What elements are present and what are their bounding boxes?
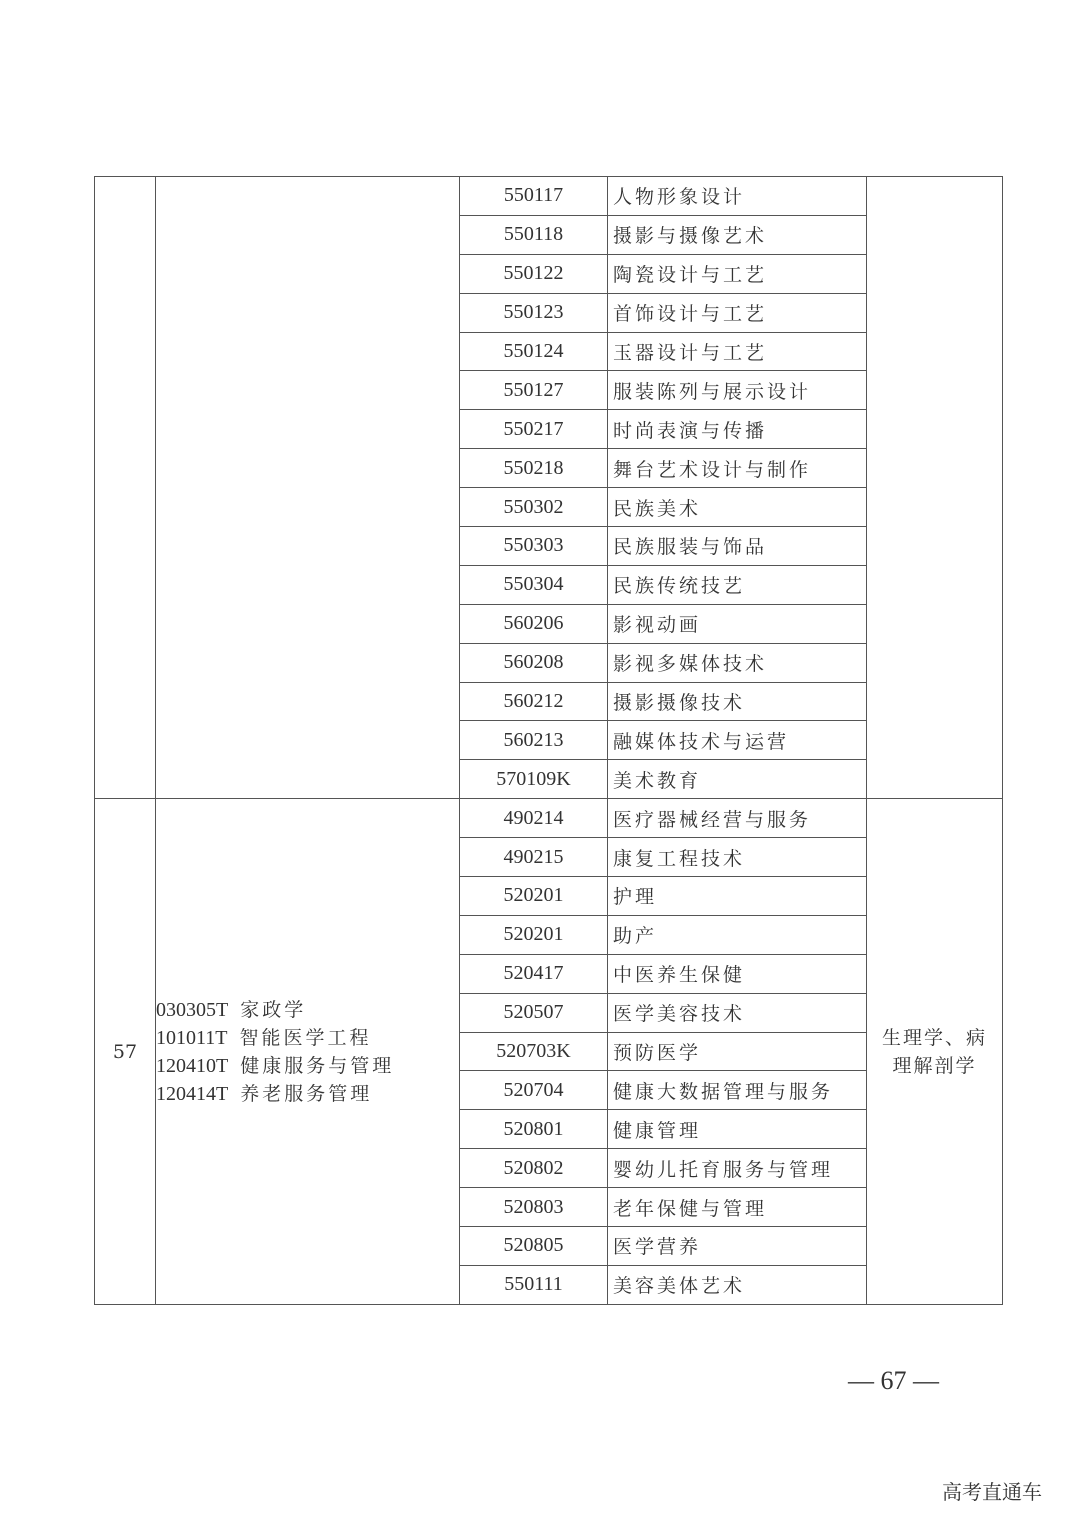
- vocational-name: 时尚表演与传播: [608, 410, 867, 449]
- major-name: 家政学: [240, 998, 307, 1021]
- vocational-name: 舞台艺术设计与制作: [608, 449, 867, 488]
- vocational-name: 民族美术: [608, 488, 867, 527]
- vocational-name: 健康大数据管理与服务: [608, 1071, 867, 1110]
- vocational-code: 550124: [460, 332, 608, 371]
- vocational-code: 520801: [460, 1110, 608, 1149]
- vocational-code: 560208: [460, 643, 608, 682]
- vocational-name: 民族传统技艺: [608, 565, 867, 604]
- vocational-name: 美术教育: [608, 760, 867, 799]
- vocational-code: 520507: [460, 993, 608, 1032]
- vocational-code: 550123: [460, 293, 608, 332]
- vocational-code: 560213: [460, 721, 608, 760]
- vocational-name: 人物形象设计: [608, 177, 867, 216]
- vocational-code: 520802: [460, 1149, 608, 1188]
- vocational-name: 婴幼儿托育服务与管理: [608, 1149, 867, 1188]
- vocational-code: 550111: [460, 1265, 608, 1304]
- vocational-code: 570109K: [460, 760, 608, 799]
- vocational-name: 健康管理: [608, 1110, 867, 1149]
- major-item: [156, 1052, 459, 1080]
- vocational-name: 预防医学: [608, 1032, 867, 1071]
- vocational-code: 550218: [460, 449, 608, 488]
- vocational-name: 中医养生保健: [608, 954, 867, 993]
- undergrad-majors: [156, 177, 460, 799]
- major-item: [156, 996, 459, 1024]
- vocational-name: 美容美体艺术: [608, 1265, 867, 1304]
- vocational-name: 摄影摄像技术: [608, 682, 867, 721]
- row-number: 57: [95, 799, 156, 1305]
- vocational-code: 550127: [460, 371, 608, 410]
- vocational-code: 520803: [460, 1188, 608, 1227]
- vocational-name: 医学营养: [608, 1227, 867, 1266]
- vocational-code: 550117: [460, 177, 608, 216]
- vocational-name: 民族服装与饰品: [608, 527, 867, 566]
- major-table: [94, 176, 1003, 1305]
- row-number: [95, 177, 156, 799]
- vocational-name: 医疗器械经营与服务: [608, 799, 867, 838]
- vocational-name: 玉器设计与工艺: [608, 332, 867, 371]
- page-number: — 67 —: [848, 1366, 939, 1395]
- vocational-name: 影视动画: [608, 604, 867, 643]
- vocational-name: 助产: [608, 915, 867, 954]
- vocational-name: 陶瓷设计与工艺: [608, 254, 867, 293]
- vocational-code: 520201: [460, 877, 608, 916]
- vocational-code: 490215: [460, 838, 608, 877]
- table-row: [95, 177, 1003, 216]
- exam-subjects: 生理学、病理解剖学: [867, 799, 1003, 1305]
- major-item: [156, 1080, 459, 1108]
- vocational-name: 护理: [608, 877, 867, 916]
- vocational-code: 520201: [460, 915, 608, 954]
- major-code: 101011T: [156, 1026, 228, 1049]
- vocational-name: 老年保健与管理: [608, 1188, 867, 1227]
- vocational-code: 490214: [460, 799, 608, 838]
- watermark: 高考直通车: [942, 1480, 1042, 1504]
- vocational-code: 520805: [460, 1227, 608, 1266]
- table-row: [95, 799, 1003, 838]
- vocational-code: 550303: [460, 527, 608, 566]
- vocational-name: 融媒体技术与运营: [608, 721, 867, 760]
- vocational-code: 520704: [460, 1071, 608, 1110]
- exam-subjects: [867, 177, 1003, 799]
- vocational-code: 550217: [460, 410, 608, 449]
- vocational-code: 520417: [460, 954, 608, 993]
- vocational-name: 医学美容技术: [608, 993, 867, 1032]
- vocational-name: 康复工程技术: [608, 838, 867, 877]
- vocational-code: 550304: [460, 565, 608, 604]
- vocational-code: 550118: [460, 215, 608, 254]
- vocational-name: 首饰设计与工艺: [608, 293, 867, 332]
- vocational-code: 550302: [460, 488, 608, 527]
- vocational-code: 560212: [460, 682, 608, 721]
- undergrad-majors: [156, 799, 460, 1305]
- major-name: 健康服务与管理: [240, 1054, 395, 1077]
- vocational-name: 摄影与摄像艺术: [608, 215, 867, 254]
- major-code: 120410T: [156, 1054, 229, 1077]
- major-item: [156, 1024, 459, 1052]
- major-name: 智能医学工程: [239, 1026, 372, 1049]
- vocational-name: 服装陈列与展示设计: [608, 371, 867, 410]
- major-name: 养老服务管理: [240, 1082, 373, 1105]
- major-code: 120414T: [156, 1082, 229, 1105]
- vocational-name: 影视多媒体技术: [608, 643, 867, 682]
- vocational-code: 560206: [460, 604, 608, 643]
- major-code: 030305T: [156, 998, 229, 1021]
- vocational-code: 550122: [460, 254, 608, 293]
- vocational-code: 520703K: [460, 1032, 608, 1071]
